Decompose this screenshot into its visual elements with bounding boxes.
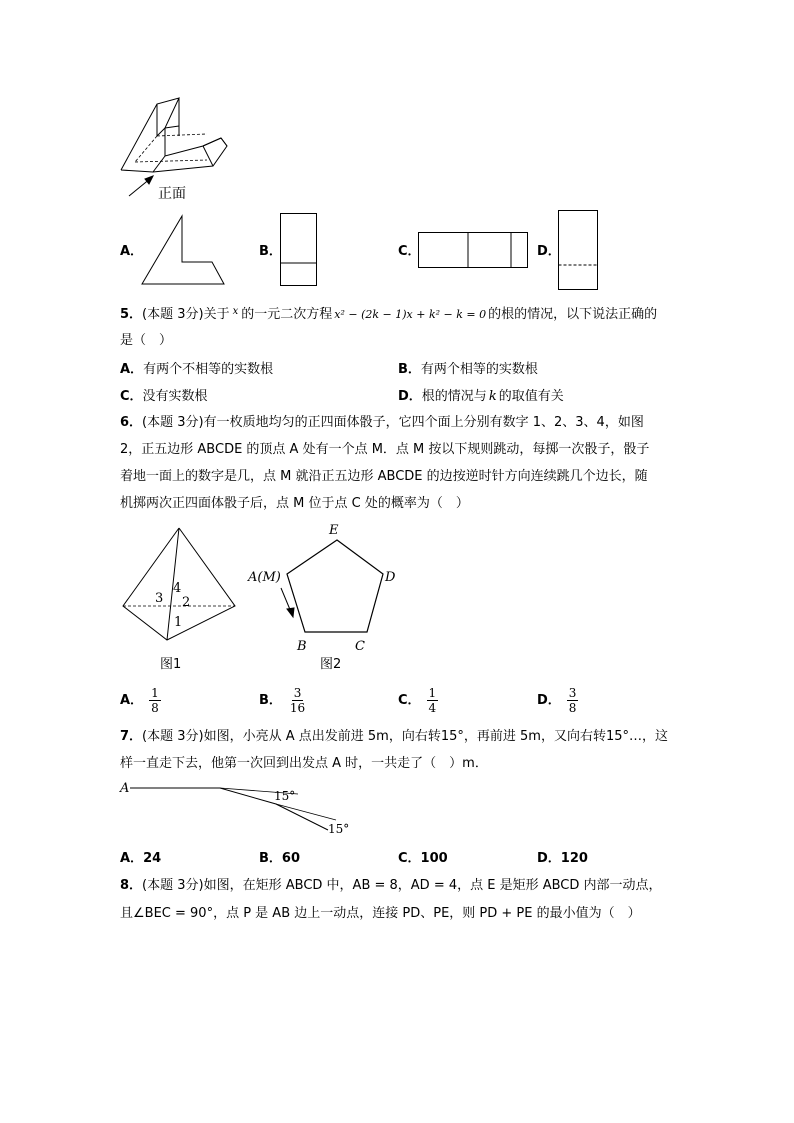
q5-option-d-text: 根的情况与 <box>421 389 487 404</box>
q5-var-x: x <box>232 306 239 317</box>
q5-option-c-label: C． <box>120 389 143 404</box>
q8-stem-line1 <box>120 876 662 896</box>
q4-option-d-label[interactable]: D． <box>537 244 561 259</box>
q6-stem-line3: 着地一面上的数字是几，点 M 就沿正五边形 ABCDE 的边按逆时针方向连续跳几个边长，随 <box>120 469 648 484</box>
numerator: 1 <box>428 686 437 700</box>
q5-option-c[interactable] <box>120 387 208 407</box>
q6-stem-line4: 机掷两次正四面体骰子后，点 M 位于点 C 处的概率为（ ） <box>120 496 469 511</box>
q5-option-b[interactable] <box>398 360 538 380</box>
fig1-face-1: 1 <box>174 615 183 630</box>
q5-option-a-label: A． <box>120 362 144 377</box>
q7-option-d[interactable] <box>537 849 588 869</box>
numerator: 3 <box>568 686 577 700</box>
fig2-label-d: D <box>385 570 396 585</box>
q6-option-b[interactable] <box>259 686 307 715</box>
q7-tag: (本题 3分) <box>142 729 204 744</box>
q5-option-b-label: B． <box>398 362 421 377</box>
q5-stem-line1 <box>120 302 657 325</box>
q6-figure1-tetrahedron <box>115 522 245 652</box>
denominator: 8 <box>151 701 159 715</box>
q6-option-a[interactable] <box>120 686 161 715</box>
q6-option-b-label: B． <box>259 693 282 708</box>
q5-stem-b: 的一元二次方程 <box>241 307 333 322</box>
fig1-face-4: 4 <box>173 581 182 596</box>
q7-option-a-label: A． <box>120 851 144 866</box>
q6-option-d-label: D． <box>537 693 561 708</box>
q6-option-d-fraction <box>567 686 579 715</box>
q6-figure2-pentagon <box>245 520 405 660</box>
q5-option-d-text2: 的取值有关 <box>498 389 564 404</box>
q7-stem-line2: 样一直走下去，他第一次回到出发点 A 时，一共走了（ ）m． <box>120 756 488 771</box>
q5-stem-a: 关于 <box>203 307 230 322</box>
q6-option-c-fraction <box>427 686 439 715</box>
q6-stem-line2: 2，正五边形 ABCDE 的顶点 A 处有一个点 M．点 M 按以下规则跳动，每掷一次骰子，骰子 <box>120 442 650 457</box>
q5-equation: x² − (2k − 1)x + k² − k = 0 <box>334 308 487 321</box>
q8-stem-line2: 且∠BEC = 90°，点 P 是 AB 边上一动点，连接 PD、PE，则 PD + PE 的最小值为（ ） <box>120 906 641 921</box>
q6-figure1-caption: 图1 <box>160 657 182 672</box>
q7-angle2: 15° <box>328 822 350 836</box>
q4-option-c-figure <box>418 232 530 270</box>
q6-option-a-fraction <box>149 686 161 715</box>
numerator: 1 <box>151 686 159 700</box>
fig2-label-b: B <box>297 639 307 654</box>
q7-option-b-text: 60 <box>281 851 301 866</box>
q5-stem-line2: 是（ ） <box>120 333 173 348</box>
front-label: 正面 <box>158 186 186 202</box>
fig1-face-3: 3 <box>155 591 164 606</box>
q7-option-a[interactable] <box>120 849 161 869</box>
q5-option-b-text: 有两个相等的实数根 <box>420 362 538 377</box>
q6-stem-line1 <box>120 413 644 433</box>
q7-label-a: A <box>120 781 130 796</box>
q5-option-a[interactable] <box>120 360 273 380</box>
q4-option-b-label[interactable]: B． <box>259 244 282 259</box>
q6-number: 6． <box>120 415 143 430</box>
q8-number: 8． <box>120 878 143 893</box>
q5-option-d[interactable] <box>398 387 564 407</box>
q5-tag: (本题 3分) <box>142 307 204 322</box>
q7-angle1: 15° <box>274 789 296 803</box>
q7-option-c-label: C． <box>398 851 421 866</box>
q7-line1: 如图，小亮从 A 点出发前进 5m，向右转15°，再前进 5m，又向右转15°…，这 <box>203 729 668 744</box>
q5-option-d-label: D． <box>398 389 422 404</box>
denominator: 4 <box>428 701 437 715</box>
q7-option-b[interactable] <box>259 849 300 869</box>
q7-option-d-text: 120 <box>560 851 588 866</box>
numerator: 3 <box>293 686 302 700</box>
q7-option-d-label: D． <box>537 851 561 866</box>
q7-option-b-label: B． <box>259 851 282 866</box>
q8-line1: 如图，在矩形 ABCD 中，AB = 8，AD = 4，点 E 是矩形 ABCD 内部一动点， <box>203 878 662 893</box>
q5-option-d-var: k <box>488 389 497 404</box>
fig2-label-e: E <box>329 523 339 538</box>
q5-number: 5． <box>120 307 143 322</box>
q4-option-b-figure <box>280 213 320 287</box>
q6-line1: 有一枚质地均匀的正四面体骰子，它四个面上分别有数字 1、2、3、4，如图 <box>203 415 644 430</box>
q6-tag: (本题 3分) <box>142 415 204 430</box>
q6-option-c-label: C． <box>398 693 421 708</box>
q6-option-a-label: A． <box>120 693 144 708</box>
q4-option-a-figure <box>140 214 230 286</box>
q5-option-c-text: 没有实数根 <box>142 389 208 404</box>
q6-option-b-fraction <box>288 686 307 715</box>
q8-tag: (本题 3分) <box>142 878 204 893</box>
q7-option-a-text: 24 <box>143 851 162 866</box>
q7-number: 7． <box>120 729 143 744</box>
fig2-label-a: A(M) <box>248 570 281 585</box>
q6-option-c[interactable] <box>398 686 438 715</box>
q7-path-figure <box>118 778 358 840</box>
q7-option-c-text: 100 <box>420 851 448 866</box>
q6-figure2-caption: 图2 <box>320 657 342 672</box>
denominator: 8 <box>568 701 577 715</box>
q4-option-a-label[interactable]: A． <box>120 244 144 259</box>
q7-option-c[interactable] <box>398 849 448 869</box>
q5-option-a-text: 有两个不相等的实数根 <box>143 362 274 377</box>
q5-stem-c: 的根的情况，以下说法正确的 <box>488 307 658 322</box>
denominator: 16 <box>289 701 306 715</box>
q4-option-c-label[interactable]: C． <box>398 244 421 259</box>
q4-option-d-figure <box>558 210 600 292</box>
q7-stem-line1 <box>120 727 668 747</box>
fig1-face-2: 2 <box>182 595 191 610</box>
q6-option-d[interactable] <box>537 686 578 715</box>
fig2-label-c: C <box>355 639 365 654</box>
